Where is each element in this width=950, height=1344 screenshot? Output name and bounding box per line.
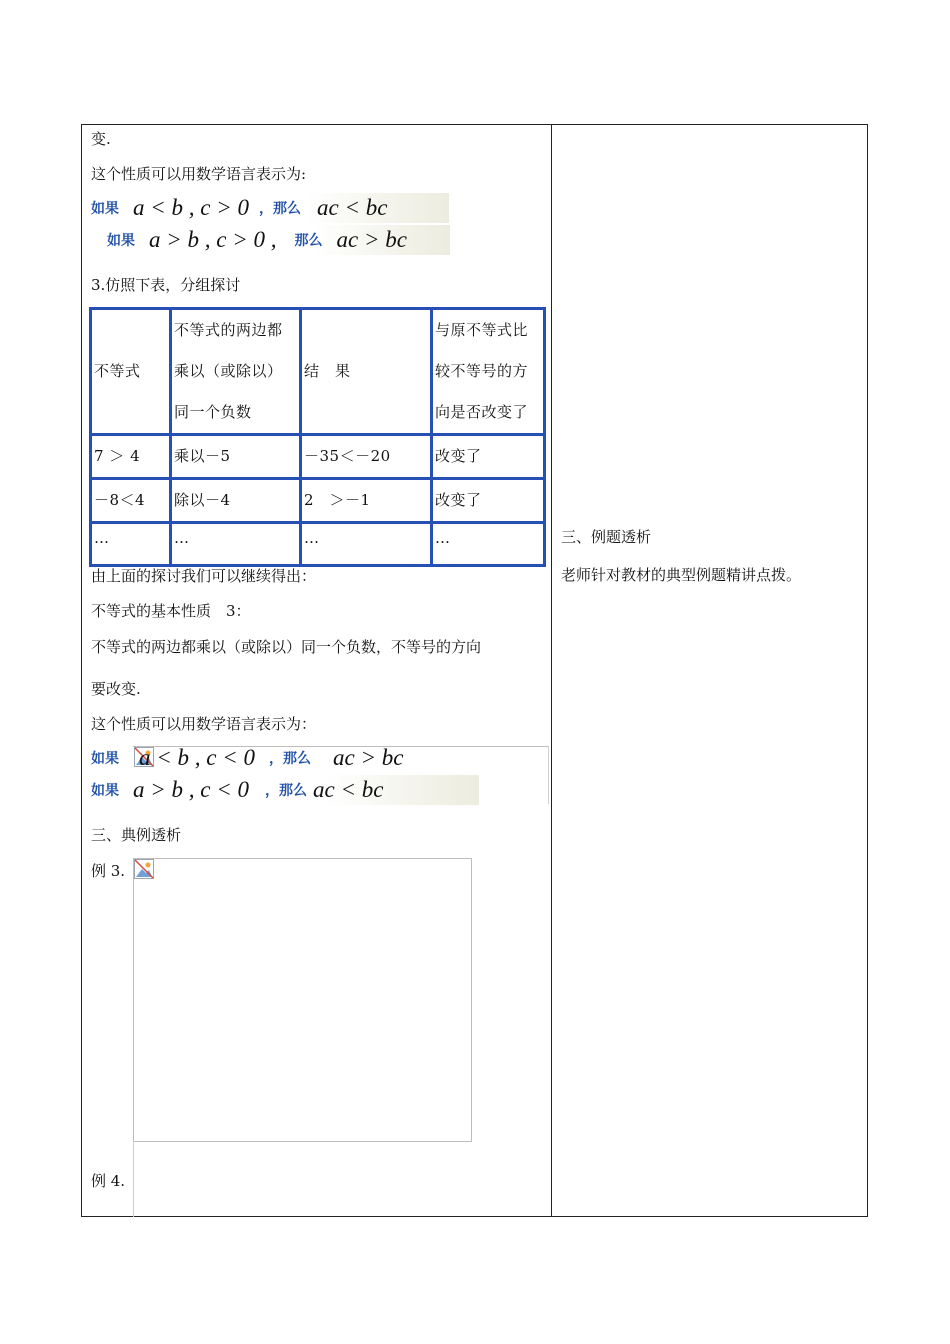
- math-line-4: [91, 775, 479, 805]
- header-operation-line: 不等式的两边都: [174, 321, 283, 339]
- table-cell: －8＜4: [91, 479, 171, 523]
- example-3-image-placeholder: [133, 858, 472, 1142]
- header-inequality: 不等式: [91, 309, 171, 435]
- example-3-label: 例 3.: [91, 862, 126, 880]
- table-cell: 改变了: [432, 479, 545, 523]
- image-frame-edge: [133, 1141, 134, 1217]
- if-keyword: 如果: [91, 201, 119, 217]
- example-4-label: 例 4.: [91, 1172, 126, 1190]
- if-keyword: 如果: [91, 751, 119, 767]
- condition-expression: a < b , c > 0: [133, 195, 249, 220]
- header-operation-line: 乘以（或除以）: [174, 362, 283, 380]
- table-cell: …: [432, 523, 545, 566]
- broken-image-icon: [134, 859, 154, 879]
- then-keyword: ，那么: [265, 783, 307, 799]
- table-cell: 乘以－5: [171, 435, 301, 479]
- if-keyword: 如果: [107, 233, 135, 249]
- result-expression: ac < bc: [313, 777, 384, 802]
- header-direction-line: 较不等号的方: [435, 362, 529, 380]
- table-header-row: [91, 309, 545, 435]
- condition-expression: a < b , c < 0: [139, 745, 255, 770]
- continued-text: 变.: [91, 130, 111, 148]
- header-result: 结 果: [301, 309, 432, 435]
- section-title-left: 三、典例透析: [91, 826, 182, 844]
- header-operation-line: 同一个负数: [174, 403, 252, 421]
- table-cell: …: [301, 523, 432, 566]
- header-direction-line: 与原不等式比: [435, 321, 529, 339]
- math-line-3: [91, 743, 471, 773]
- table-cell: …: [171, 523, 301, 566]
- property3-line2: 要改变.: [91, 680, 141, 698]
- table-row: [91, 479, 545, 523]
- then-keyword: ，那么: [269, 751, 311, 767]
- result-expression: ac > bc: [333, 745, 404, 770]
- header-direction: [432, 309, 545, 435]
- table-cell: 除以－4: [171, 479, 301, 523]
- condition-expression: a > b , c > 0 ,: [149, 227, 277, 252]
- table-cell: 改变了: [432, 435, 545, 479]
- property3-title: 不等式的基本性质 3：: [91, 602, 251, 620]
- express-paragraph-1: 这个性质可以用数学语言表示为:: [91, 165, 307, 183]
- express-paragraph-2: 这个性质可以用数学语言表示为：: [91, 715, 317, 733]
- math-line-2: [107, 225, 450, 255]
- table-cell: 2 ＞－1: [301, 479, 432, 523]
- table-row: [91, 523, 545, 566]
- table-cell: …: [91, 523, 171, 566]
- step3-paragraph: 3.仿照下表，分组探讨: [91, 276, 241, 294]
- result-expression: ac < bc: [317, 195, 388, 220]
- header-operation: [171, 309, 301, 435]
- section-title-right: 三、例题透析: [561, 528, 652, 546]
- table-cell: 7 ＞ 4: [91, 435, 171, 479]
- teacher-note: 老师针对教材的典型例题精讲点拨。: [561, 566, 802, 584]
- then-keyword: ，那么: [259, 201, 301, 217]
- image-frame-edge: [548, 746, 549, 804]
- if-keyword: 如果: [91, 783, 119, 799]
- conclusion-paragraph: 由上面的探讨我们可以继续得出：: [91, 567, 317, 585]
- math-line-1: [91, 193, 449, 223]
- property3-line1: 不等式的两边都乘以（或除以）同一个负数，不等号的方向: [91, 638, 482, 656]
- condition-expression: a > b , c < 0: [133, 777, 249, 802]
- table-row: [91, 435, 545, 479]
- then-keyword: 那么: [294, 233, 323, 249]
- result-expression: ac > bc: [336, 227, 407, 252]
- table-cell: －35＜－20: [301, 435, 432, 479]
- inequality-table: [89, 307, 546, 567]
- header-direction-line: 向是否改变了: [435, 403, 529, 421]
- column-divider: [551, 124, 552, 1217]
